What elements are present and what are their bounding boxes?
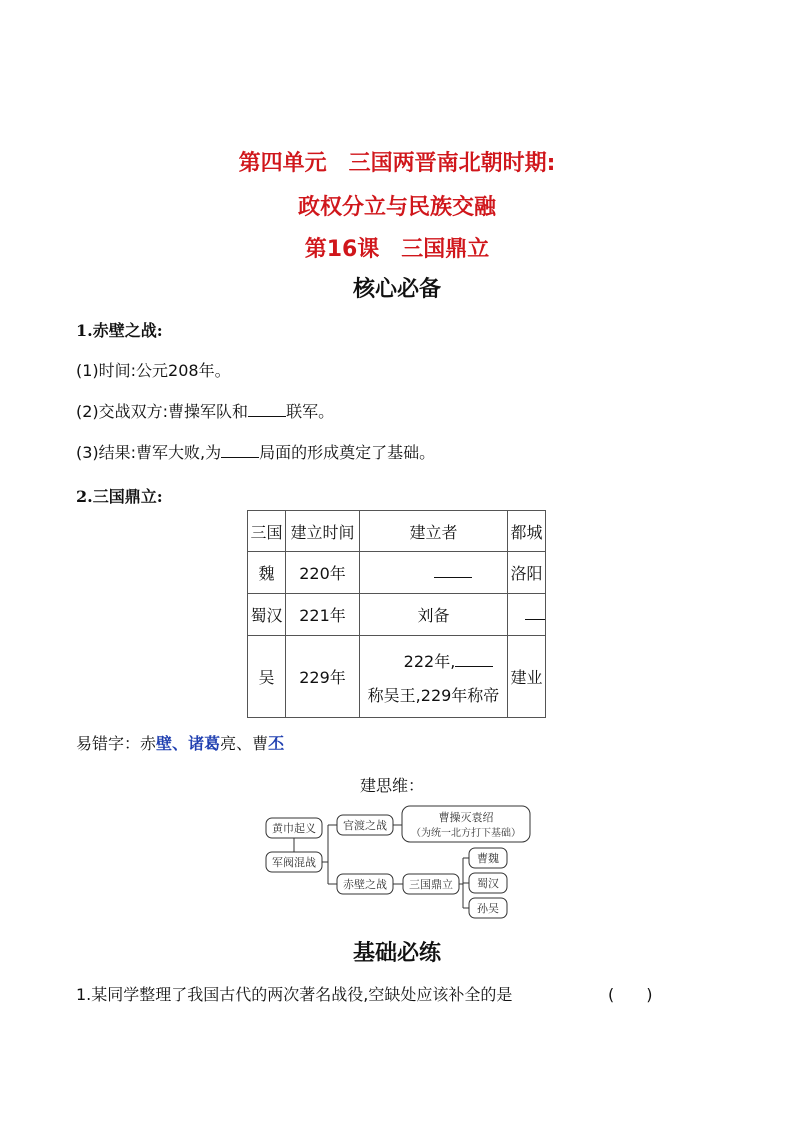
node-label: 军阀混战 (272, 856, 316, 869)
table-cell-year: 220年 (286, 552, 360, 594)
answer-blank[interactable] (455, 652, 493, 667)
unit-title: 第四单元 三国两晋南北朝时期: (238, 151, 556, 176)
node-box (337, 815, 393, 835)
table-cell-capital: 洛阳 (508, 552, 546, 594)
table-cell-capital: 建业 (508, 636, 546, 718)
answer-blank[interactable] (434, 563, 472, 578)
founder-line2: 称吴王,229年称帝 (367, 685, 500, 705)
node-box (337, 874, 393, 894)
table-header-cell: 三国 (248, 511, 286, 552)
section-core-title: 核心必备 (352, 277, 441, 302)
mistake-word: 曹 (252, 734, 269, 753)
section-basic-title: 基础必练 (352, 941, 441, 966)
q1-item2-post: 联军。 (286, 402, 335, 421)
node-label: （为统一北方打下基础） (411, 828, 521, 839)
answer-blank[interactable] (248, 402, 286, 417)
table-row (248, 552, 546, 594)
q1-item3-pre: (3)结果:曹军大败,为 (76, 443, 222, 462)
q1-item1: (1)时间:公元208年。 (76, 361, 231, 380)
node-box (469, 848, 507, 868)
node-label: 赤壁之战 (343, 878, 387, 891)
table-cell-kingdom: 吴 (248, 636, 286, 718)
unit-subtitle: 政权分立与民族交融 (297, 195, 496, 220)
mistake-char: 丕 (268, 734, 285, 753)
answer-blank[interactable] (221, 443, 259, 458)
table-cell-capital (508, 594, 546, 636)
mistake-words (76, 731, 284, 754)
table-cell-founder (360, 552, 508, 594)
table-cell-kingdom: 魏 (248, 552, 286, 594)
founder-year: 222年, (403, 651, 456, 671)
q1-item3-post: 局面的形成奠定了基础。 (259, 443, 436, 462)
node-box (469, 898, 507, 918)
mistake-label: 易错字： (76, 734, 141, 753)
table-row (248, 594, 546, 636)
question-1-text: 1.某同学整理了我国古代的两次著名战役,空缺处应该补全的是 (76, 985, 513, 1004)
table-cell-year: 229年 (286, 636, 360, 718)
node-label: 曹操灭袁绍 (438, 811, 494, 824)
node-label: 曹魏 (477, 852, 499, 865)
table-header-cell: 都城 (508, 511, 546, 552)
q1-item3 (76, 440, 435, 463)
mindmap-title: 建思维： (360, 776, 425, 795)
node-box (266, 852, 322, 872)
separator: 、 (172, 734, 189, 753)
node-box (403, 874, 459, 894)
answer-blank[interactable] (525, 605, 545, 620)
node-label: 官渡之战 (343, 819, 387, 832)
table-header-cell: 建立者 (360, 511, 508, 552)
three-kingdoms-table (247, 510, 546, 718)
node-label: 三国鼎立 (409, 878, 453, 891)
node-label: 蜀汉 (477, 877, 499, 890)
mistake-word: 赤 (140, 734, 157, 753)
q1-item2 (76, 399, 334, 422)
q1-item2-pre: (2)交战双方:曹操军队和 (76, 402, 249, 421)
node-box (402, 806, 530, 842)
table-row (248, 636, 546, 718)
lesson-title: 第16课 三国鼎立 (304, 237, 490, 262)
node-box (469, 873, 507, 893)
table-header-cell: 建立时间 (286, 511, 360, 552)
mistake-char: 壁 (156, 734, 173, 753)
separator: 、 (236, 734, 253, 753)
node-box (266, 818, 322, 838)
q1-heading: 1.赤壁之战: (76, 321, 163, 340)
founder-line1 (360, 643, 507, 681)
table-cell-year: 221年 (286, 594, 360, 636)
table-header-row (248, 511, 546, 552)
table-cell-founder (360, 636, 508, 718)
mistake-word: 亮 (220, 734, 237, 753)
node-label: 黄巾起义 (272, 822, 316, 835)
table-cell-founder: 刘备 (360, 594, 508, 636)
q2-heading: 2.三国鼎立: (76, 487, 163, 506)
mistake-char: 诸葛 (188, 734, 221, 753)
table-cell-kingdom: 蜀汉 (248, 594, 286, 636)
question-1 (76, 982, 512, 1005)
answer-bracket[interactable]: ( ) (608, 985, 653, 1004)
node-label: 孙吴 (477, 902, 499, 915)
